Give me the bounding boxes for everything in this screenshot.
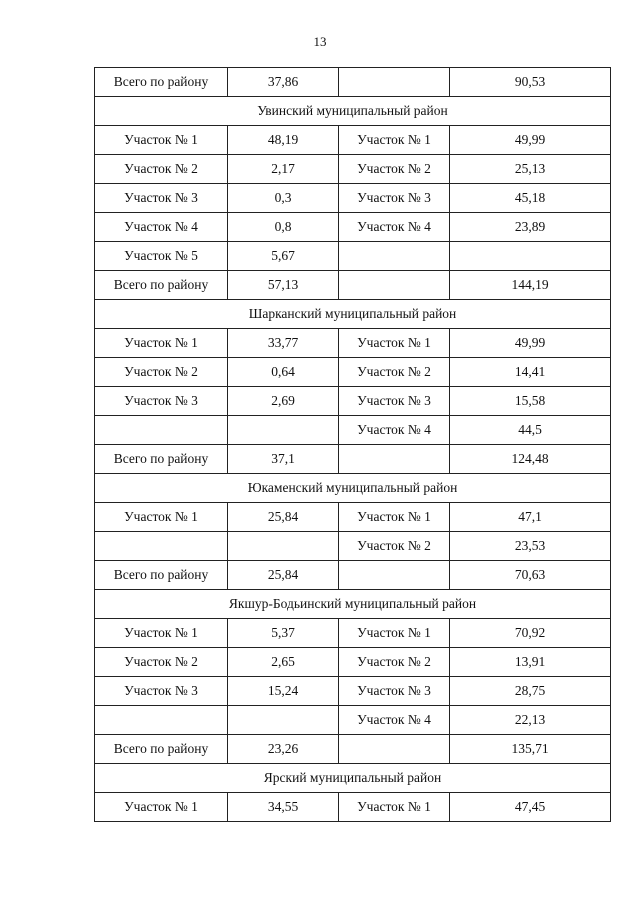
plot-label-right: Участок № 1: [339, 793, 450, 822]
value-left: 37,86: [228, 68, 339, 97]
value-left: [228, 706, 339, 735]
table-row: [95, 793, 611, 822]
plot-label-left: Участок № 1: [95, 793, 228, 822]
table-row: [95, 155, 611, 184]
table-body: [95, 68, 611, 822]
plot-label-left: Участок № 2: [95, 358, 228, 387]
plot-label-left: Участок № 1: [95, 503, 228, 532]
value-right: [450, 242, 611, 271]
plot-label-left: Участок № 4: [95, 213, 228, 242]
plot-label-left: Участок № 3: [95, 387, 228, 416]
section-header-row: [95, 764, 611, 793]
total-row: [95, 445, 611, 474]
table-row: [95, 358, 611, 387]
total-label: Всего по району: [95, 561, 228, 590]
plot-label-right: [339, 242, 450, 271]
total-label: Всего по району: [95, 271, 228, 300]
value-right: 14,41: [450, 358, 611, 387]
table-row: [95, 619, 611, 648]
total-row: [95, 735, 611, 764]
plot-label-right: [339, 68, 450, 97]
table-row: [95, 416, 611, 445]
plot-label-left: Участок № 1: [95, 126, 228, 155]
value-left: 48,19: [228, 126, 339, 155]
table-row: [95, 387, 611, 416]
value-left: 37,1: [228, 445, 339, 474]
total-row: [95, 561, 611, 590]
district-plots-table: [94, 67, 611, 822]
district-title: Юкаменский муниципальный район: [95, 474, 611, 503]
table-row: [95, 532, 611, 561]
plot-label-left: Участок № 2: [95, 155, 228, 184]
value-left: 34,55: [228, 793, 339, 822]
table-row: [95, 329, 611, 358]
value-left: 0,64: [228, 358, 339, 387]
plot-label-right: [339, 561, 450, 590]
value-right: 70,63: [450, 561, 611, 590]
table-row: [95, 213, 611, 242]
value-left: 5,67: [228, 242, 339, 271]
value-left: 0,3: [228, 184, 339, 213]
section-header-row: [95, 97, 611, 126]
plot-label-right: Участок № 3: [339, 184, 450, 213]
district-title: Якшур-Бодьинский муниципальный район: [95, 590, 611, 619]
plot-label-right: Участок № 2: [339, 532, 450, 561]
plot-label-left: [95, 532, 228, 561]
value-right: 70,92: [450, 619, 611, 648]
value-left: 0,8: [228, 213, 339, 242]
table-row: [95, 242, 611, 271]
value-left: 2,65: [228, 648, 339, 677]
plot-label-left: Участок № 2: [95, 648, 228, 677]
plot-label-right: Участок № 2: [339, 155, 450, 184]
value-left: 15,24: [228, 677, 339, 706]
section-header-row: [95, 474, 611, 503]
district-title: Шарканский муниципальный район: [95, 300, 611, 329]
value-left: 23,26: [228, 735, 339, 764]
total-row: [95, 271, 611, 300]
table-row: [95, 503, 611, 532]
plot-label-right: Участок № 3: [339, 387, 450, 416]
value-left: 57,13: [228, 271, 339, 300]
value-right: 144,19: [450, 271, 611, 300]
value-right: 47,1: [450, 503, 611, 532]
plot-label-right: Участок № 1: [339, 329, 450, 358]
value-right: 135,71: [450, 735, 611, 764]
value-right: 15,58: [450, 387, 611, 416]
value-left: 33,77: [228, 329, 339, 358]
plot-label-right: [339, 735, 450, 764]
section-header-row: [95, 590, 611, 619]
plot-label-left: Участок № 5: [95, 242, 228, 271]
plot-label-right: Участок № 4: [339, 416, 450, 445]
value-left: 25,84: [228, 561, 339, 590]
table-row: [95, 706, 611, 735]
plot-label-left: Участок № 1: [95, 619, 228, 648]
district-title: Ярский муниципальный район: [95, 764, 611, 793]
district-title: Увинский муниципальный район: [95, 97, 611, 126]
total-label: Всего по району: [95, 68, 228, 97]
plot-label-right: Участок № 2: [339, 648, 450, 677]
value-left: 5,37: [228, 619, 339, 648]
plot-label-left: [95, 416, 228, 445]
value-left: 2,17: [228, 155, 339, 184]
plot-label-right: Участок № 1: [339, 503, 450, 532]
plot-label-right: Участок № 4: [339, 213, 450, 242]
plot-label-right: Участок № 1: [339, 619, 450, 648]
table-row: [95, 648, 611, 677]
value-left: [228, 532, 339, 561]
plot-label-right: Участок № 4: [339, 706, 450, 735]
total-row: [95, 68, 611, 97]
value-right: 44,5: [450, 416, 611, 445]
value-right: 23,53: [450, 532, 611, 561]
page-number: 13: [313, 34, 327, 49]
value-right: 13,91: [450, 648, 611, 677]
value-right: 90,53: [450, 68, 611, 97]
plot-label-right: Участок № 3: [339, 677, 450, 706]
total-label: Всего по району: [95, 735, 228, 764]
total-label: Всего по району: [95, 445, 228, 474]
plot-label-right: [339, 271, 450, 300]
plot-label-left: Участок № 1: [95, 329, 228, 358]
table-row: [95, 184, 611, 213]
plot-label-right: [339, 445, 450, 474]
plot-label-left: Участок № 3: [95, 184, 228, 213]
value-right: 25,13: [450, 155, 611, 184]
value-right: 23,89: [450, 213, 611, 242]
plot-label-right: Участок № 1: [339, 126, 450, 155]
plot-label-right: Участок № 2: [339, 358, 450, 387]
value-right: 45,18: [450, 184, 611, 213]
plot-label-left: [95, 706, 228, 735]
value-left: 2,69: [228, 387, 339, 416]
value-left: 25,84: [228, 503, 339, 532]
value-right: 47,45: [450, 793, 611, 822]
value-right: 22,13: [450, 706, 611, 735]
section-header-row: [95, 300, 611, 329]
value-right: 49,99: [450, 126, 611, 155]
plot-label-left: Участок № 3: [95, 677, 228, 706]
table-row: [95, 677, 611, 706]
value-right: 28,75: [450, 677, 611, 706]
table-row: [95, 126, 611, 155]
value-right: 49,99: [450, 329, 611, 358]
value-left: [228, 416, 339, 445]
value-right: 124,48: [450, 445, 611, 474]
